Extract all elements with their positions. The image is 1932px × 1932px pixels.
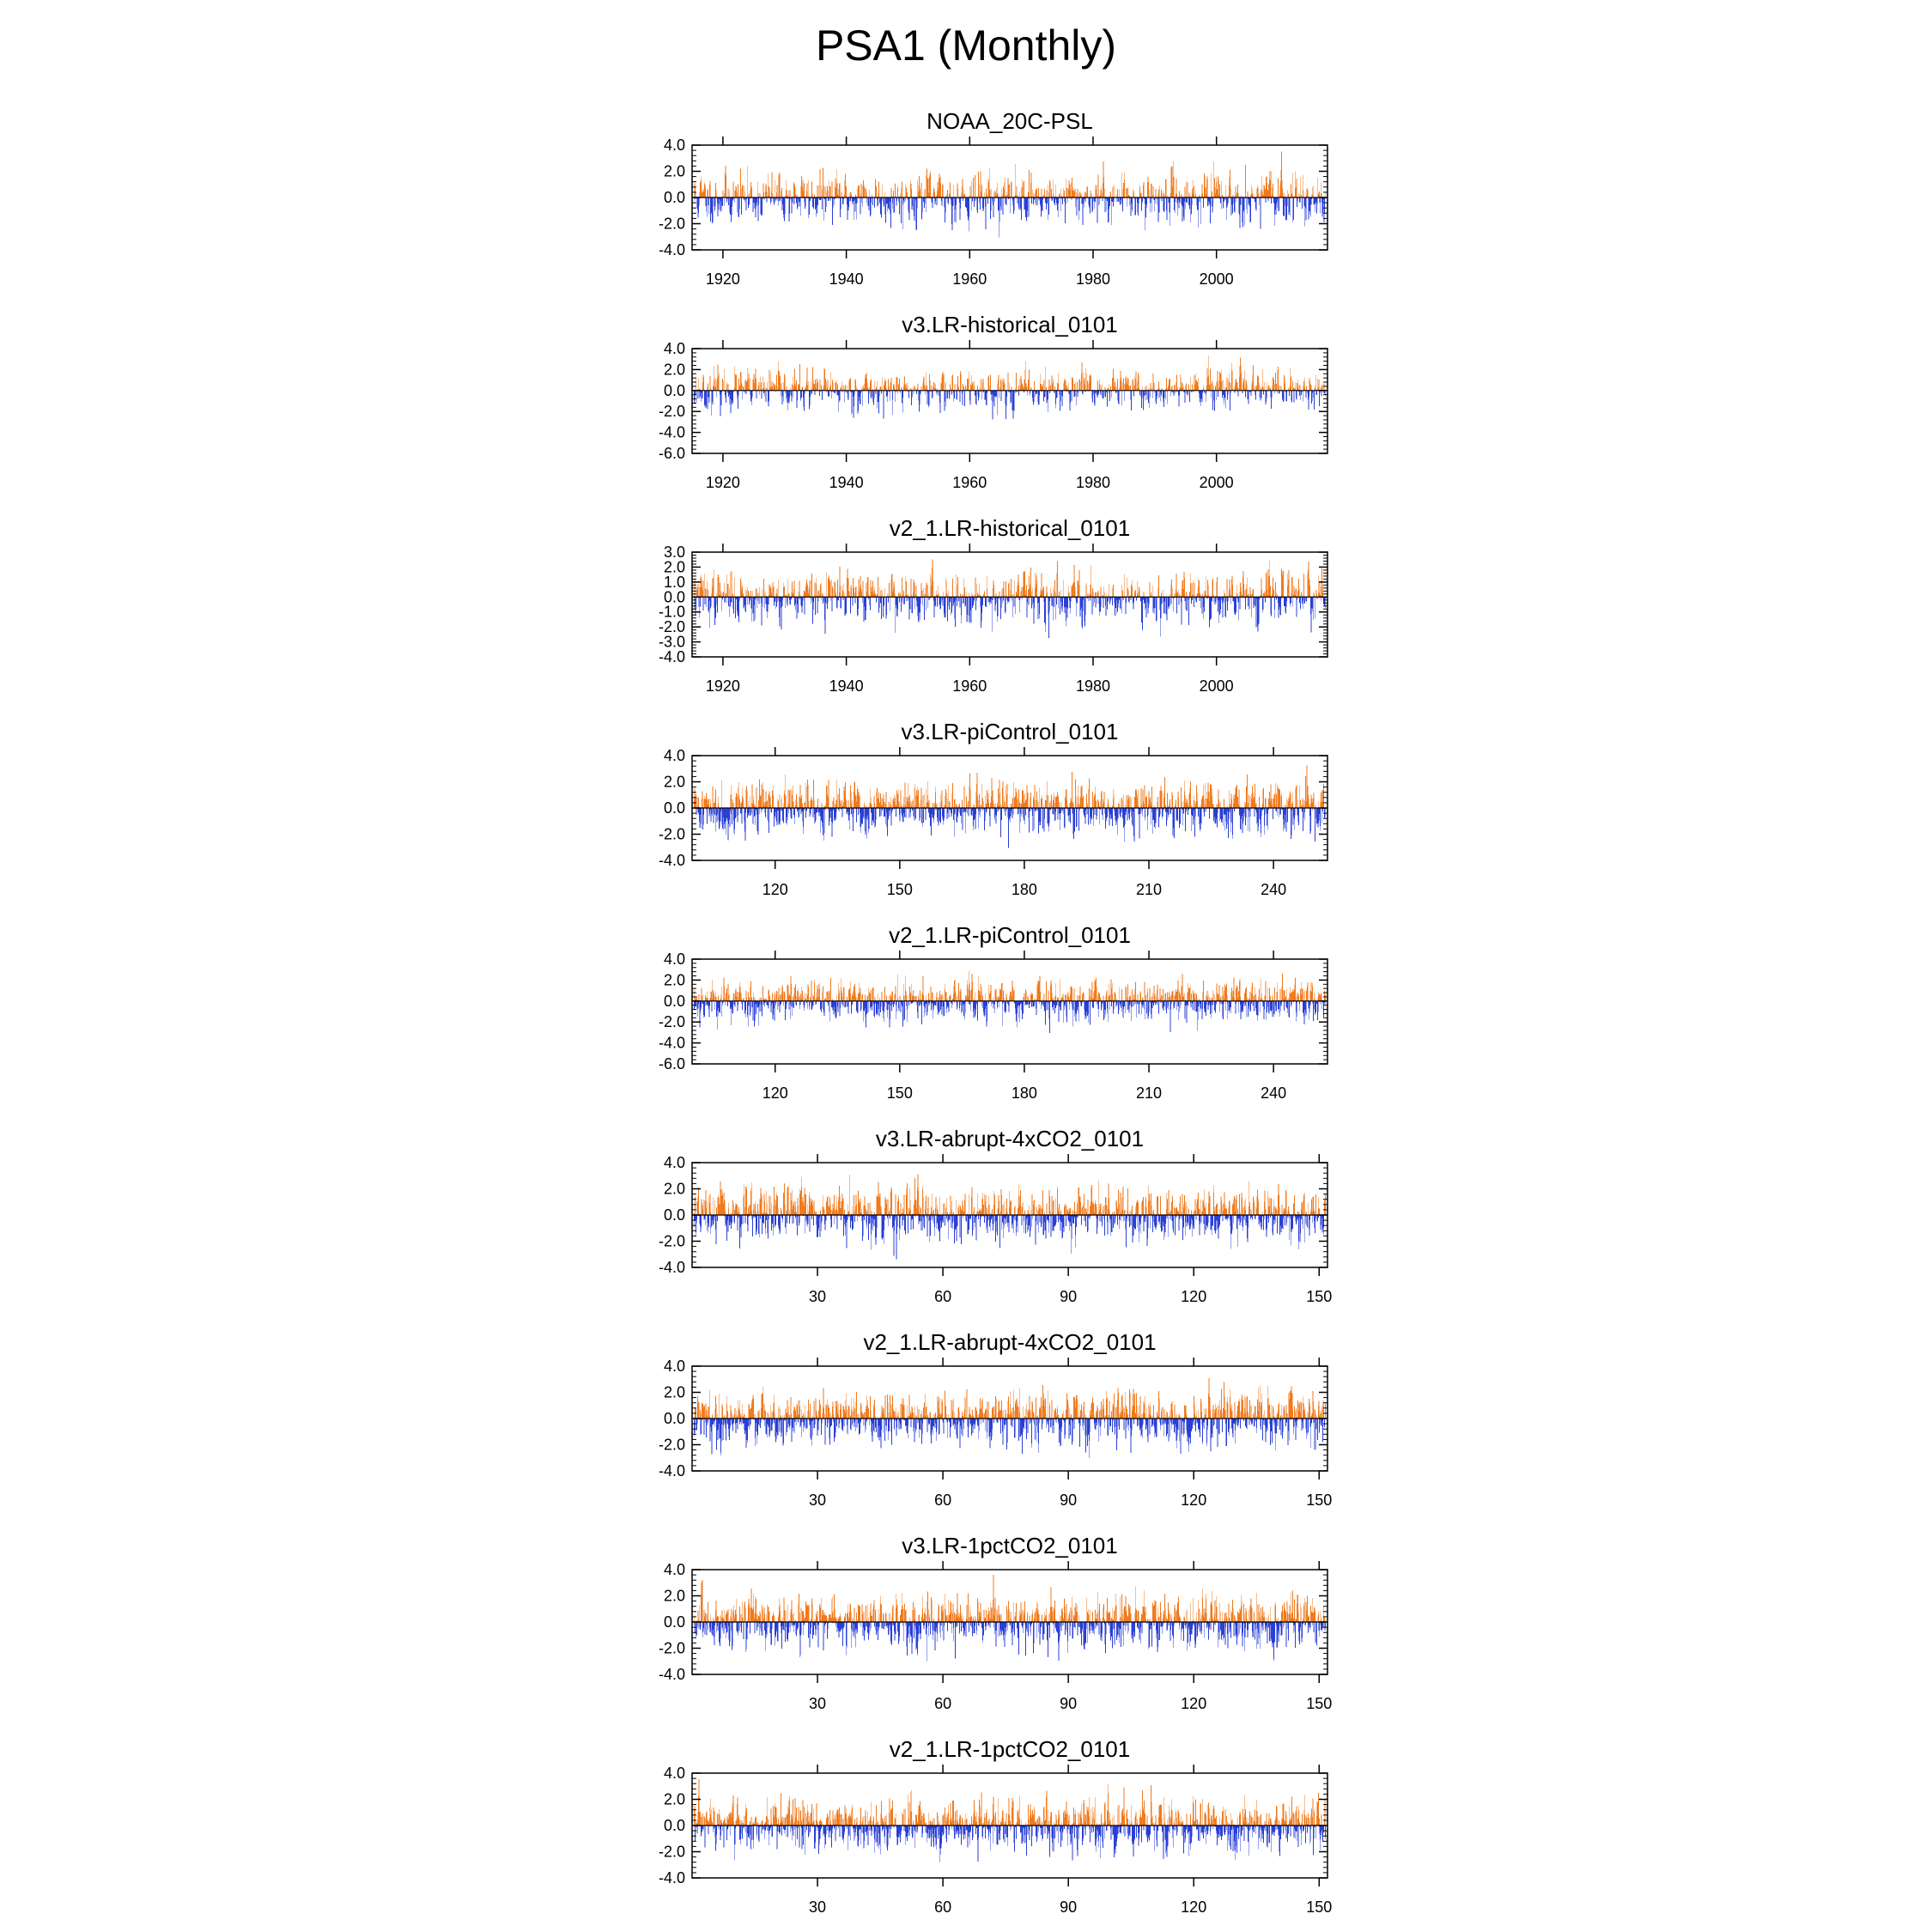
y-tick-label: -4.0 [658,648,685,665]
x-tick-label: 1960 [952,474,987,491]
y-tick-label: -6.0 [658,445,685,462]
panel-title: NOAA_20C-PSL [927,108,1093,134]
bar-series [694,152,1325,238]
x-tick-label: 1980 [1075,677,1111,695]
panel-1 [659,108,1327,288]
y-tick-label: -4.0 [658,423,685,441]
x-tick-label: 1940 [829,474,864,491]
y-tick-label: 2.0 [663,558,685,576]
y-tick-label: -2.0 [658,618,685,636]
y-tick-label: 3.0 [663,544,685,561]
x-tick-label: 1960 [952,270,987,288]
y-tick-label: -2.0 [658,215,685,233]
panel-3 [659,515,1327,695]
panel-4 [659,719,1327,898]
x-tick-label: 2000 [1199,474,1234,491]
y-tick-label: 0.0 [663,588,685,606]
y-tick-label: -4.0 [658,241,685,258]
bar-series [694,560,1325,639]
x-tick-label: 1980 [1075,270,1111,288]
panel-title: v2_1.LR-historical_0101 [889,515,1131,541]
y-tick-label: 2.0 [663,162,685,180]
x-tick-label: 1920 [705,677,740,695]
bar-series [694,355,1325,420]
panel-title: v3.LR-piControl_0101 [901,719,1119,744]
x-tick-label: 1920 [705,474,740,491]
y-tick-label: -1.0 [658,603,685,621]
x-tick-label: 1940 [829,677,864,695]
x-tick-label: 1980 [1075,474,1111,491]
panel-2 [659,312,1327,491]
x-tick-label: 1960 [952,677,987,695]
y-tick-label: 0.0 [663,381,685,399]
y-tick-label: 2.0 [663,361,685,379]
x-tick-label: 2000 [1199,677,1234,695]
x-tick-label: 2000 [1199,270,1234,288]
y-tick-label: 4.0 [663,137,685,154]
y-tick-label: 4.0 [663,340,685,357]
y-tick-label: 0.0 [663,189,685,206]
figure-title: PSA1 (Monthly) [815,21,1117,70]
bar-series [694,766,1326,848]
panel-title: v3.LR-historical_0101 [902,312,1118,337]
y-tick-label: 1.0 [663,573,685,591]
x-tick-label: 1920 [705,270,740,288]
y-tick-label: -2.0 [658,403,685,421]
y-tick-label: -3.0 [658,633,685,651]
x-tick-label: 1940 [829,270,864,288]
